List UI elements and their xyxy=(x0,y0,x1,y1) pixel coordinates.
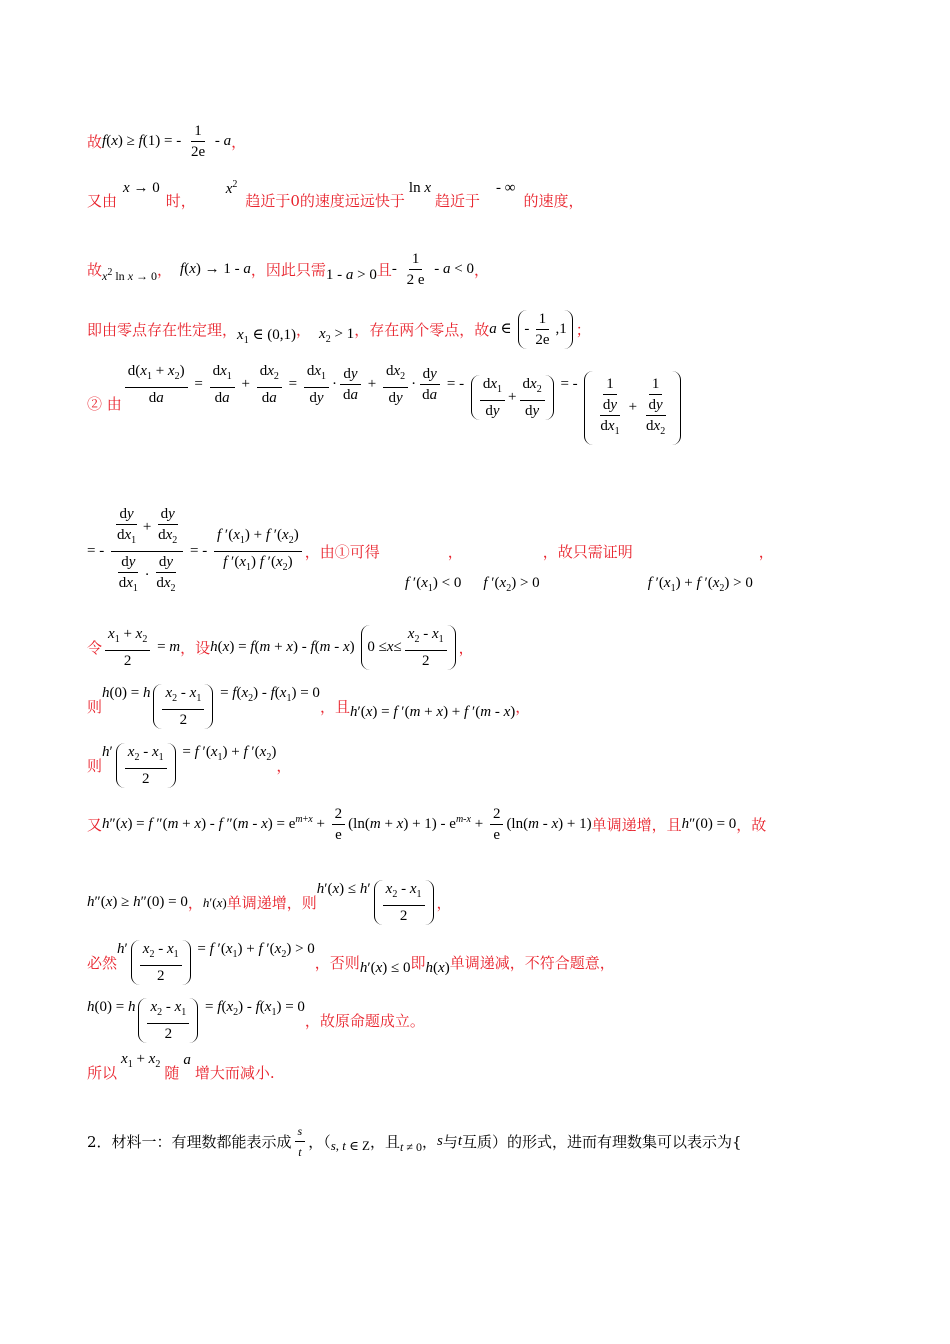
text: 令 xyxy=(87,639,103,657)
text: ，且 xyxy=(319,698,350,716)
text: ； xyxy=(575,321,591,339)
formula: $x^2$ xyxy=(225,179,238,197)
solution-line-9 xyxy=(87,743,291,788)
formula: h(0) = h $\frac{x_2 - x_1}{2}$ = $f(x_2) - f(x_1) = 0$ xyxy=(87,999,305,1042)
solution-line-12 xyxy=(87,940,615,985)
formula: f(x) → 1 - a xyxy=(180,261,251,277)
formula: s, t ∈ Z xyxy=(330,1137,370,1153)
text: ，由①可得 xyxy=(304,543,380,561)
text: 趋近于 xyxy=(435,192,481,210)
text: ，（ xyxy=(308,1133,331,1151)
text: ，故 xyxy=(736,816,767,834)
formula: s xyxy=(436,1133,443,1149)
formula: f $'(x_1) < 0$ xyxy=(405,575,462,594)
solution-line-7 xyxy=(87,625,474,670)
formula: h′ $\frac{x_2 - x_1}{2}$ = f $'(x_1) + f$ $'(x_2) > 0$ xyxy=(117,941,315,984)
text: ， xyxy=(758,543,774,561)
text: 又由 xyxy=(87,192,118,210)
formula: h″(x) = f ″(m + x) - f $''(m - x) = e^{m+x}$ + $\frac{2}{e}$ $(\ln(m + x) + 1) - e^{m-x}$ + $\frac{2}{e}$ (ln(m - x) + 1) xyxy=(102,806,592,843)
text: 又 xyxy=(87,816,103,834)
text: 则 xyxy=(87,757,103,775)
formula: x → 0 xyxy=(123,180,160,196)
solution-line-13 xyxy=(87,998,425,1043)
formula: $x_1 + x_2$ xyxy=(121,1051,161,1070)
formula: - ∞ xyxy=(496,180,516,196)
formula: h′(x) = f ′(m + x) + f ′(m - x) xyxy=(349,704,516,720)
text: 单调递减，不符合题意， xyxy=(449,954,615,972)
formula: h″(x) ≥ h″(0) = 0 xyxy=(87,894,188,910)
text: 2．材料一：有理数都能表示成 xyxy=(87,1133,292,1151)
formula: - $\frac{1}{2 e}$ - a < 0 xyxy=(391,251,475,288)
text: ， xyxy=(276,757,292,775)
formula: 1 - a > 0 xyxy=(325,267,377,283)
text: ， xyxy=(436,894,452,912)
text: ，存在两个零点，故 xyxy=(354,321,490,339)
text: 即 xyxy=(410,954,426,972)
text: 必然 xyxy=(87,954,118,972)
problem-2-statement xyxy=(87,1122,742,1161)
solution-line-14 xyxy=(87,1051,275,1083)
text: 时， xyxy=(165,192,196,210)
formula: h(x) = f(m + x) - f(m - x) 0 ≤ x ≤ $\frac{x_2 - x_1}{2}$ xyxy=(210,625,458,670)
text: ，因此只需 xyxy=(250,261,326,279)
solution-line-10 xyxy=(87,805,766,844)
text: 故 xyxy=(87,261,103,279)
formula: $x^2$ ln x → 0 xyxy=(102,267,158,283)
formula: $\frac{s}{t}$ xyxy=(292,1122,309,1161)
solution-line-5 xyxy=(87,362,684,445)
formula: $\frac{x_1 + x_2}{2}$ = m xyxy=(102,625,180,670)
formula: h(0) = h $\frac{x_2 - x_1}{2}$ = $f(x_2) - f(x_1) = 0$ xyxy=(102,685,320,728)
formula: $\frac{d(x_1 + x_2)}{da}$ = $\frac{dx_1}{da}$ + $\frac{dx_2}{da}$ = $\frac{dx_1}{dy}$ · $\frac{dy}{da}$ + $\frac{dx_2}{dy}$ · $\frac{dy}{da}$ = - $\frac{dx_1}{dy}$ + $\frac{dx_2}{dy}$ = - $\frac{1}{\frac{dy}{dx_1}}$ + $\frac{1}{\frac{dy}{dx_2}}$ xyxy=(122,362,684,445)
formula: f(x) ≥ f(1) = - $\frac{1}{2e}$ - a xyxy=(102,123,232,160)
solution-line-4 xyxy=(87,310,591,349)
text: ，故原命题成立。 xyxy=(304,1012,425,1030)
text: ，故只需证明 xyxy=(542,543,633,561)
formula: a ∈ - $\frac{1}{2e}$ ,1 xyxy=(489,310,576,349)
formula: t xyxy=(457,1133,462,1149)
text: 单调递增，且 xyxy=(591,816,682,834)
text: ， xyxy=(447,543,463,561)
text: 单调递增，则 xyxy=(226,894,317,912)
solution-line-6-conditions xyxy=(405,575,753,594)
text: ，且 xyxy=(370,1133,401,1151)
text: 即由零点存在性定理， xyxy=(87,321,238,339)
formula: ln x xyxy=(408,180,432,196)
formula: a xyxy=(183,1052,191,1068)
text: ② 由 xyxy=(87,394,122,413)
text: ， xyxy=(474,261,490,279)
formula: h″(0) = 0 xyxy=(681,816,737,832)
formula: h(x) xyxy=(425,960,450,976)
formula: f $'(x_2) > 0$ xyxy=(483,575,540,594)
formula: h′(x) xyxy=(202,894,227,910)
formula: f $'(x_1) + f$ $'(x_2) > 0$ xyxy=(647,575,753,594)
text: 则 xyxy=(87,698,103,716)
text: 且 xyxy=(376,261,392,279)
text: 所以 xyxy=(87,1064,118,1082)
formula: $x_2 > 1$ xyxy=(319,326,355,345)
formula: h′ $\frac{x_2 - x_1}{2}$ = f $'(x_1) + f$ $'(x_2)$ xyxy=(102,744,277,787)
text: ，否则 xyxy=(314,954,360,972)
formula: t ≠ 0 xyxy=(400,1140,422,1154)
text: ， xyxy=(515,698,531,716)
text: ， xyxy=(296,321,312,339)
text: 增大而减小. xyxy=(194,1064,275,1082)
solution-line-8 xyxy=(87,684,530,729)
solution-line-3 xyxy=(87,250,489,289)
text: 随 xyxy=(164,1064,180,1082)
text: 与 xyxy=(442,1133,458,1151)
formula: h′(x) ≤ 0 xyxy=(359,960,411,976)
text: ， xyxy=(231,133,247,151)
text: ， xyxy=(458,639,474,657)
text: ，设 xyxy=(180,639,211,657)
formula: $x_1$ ∈ (0,1) xyxy=(237,327,297,346)
solution-line-11 xyxy=(87,880,452,925)
text: 的速度， xyxy=(523,192,584,210)
text: ， xyxy=(421,1133,437,1151)
solution-line-2 xyxy=(87,179,584,211)
text: 故 xyxy=(87,133,103,151)
text: ， xyxy=(187,894,203,912)
formula: h′(x) ≤ h′ $\frac{x_2 - x_1}{2}$ xyxy=(317,880,437,925)
formula: = - $\frac{dy}{dx_1}$ + $\frac{dy}{dx_2}$ $\frac{dy}{dx_1}$ · $\frac{dy}{dx_2}$ = - $\frac{f '(x_1) + f '(x_2)}{f '(x_1) f '(x_2)}$ xyxy=(87,505,305,598)
solution-line-1 xyxy=(87,122,246,161)
text: 趋近于0的速度远远快于 xyxy=(245,192,405,210)
text: 互质）的形式，进而有理数集可以表示为{ xyxy=(462,1133,742,1151)
text: ， xyxy=(157,261,173,279)
